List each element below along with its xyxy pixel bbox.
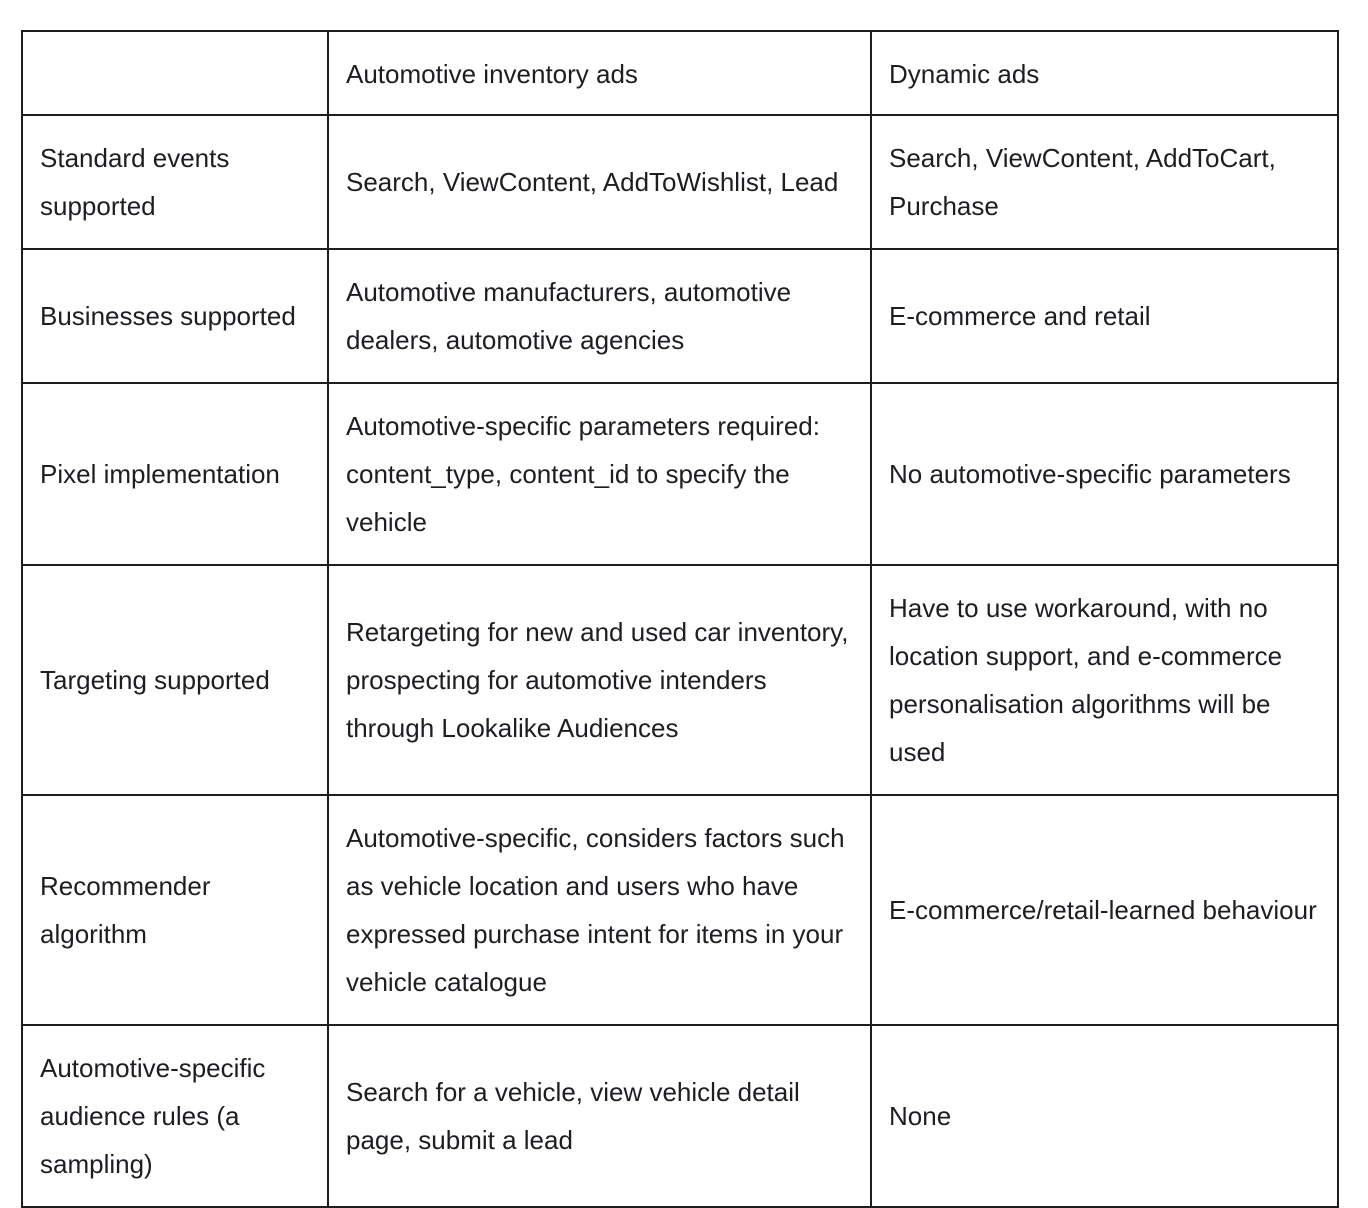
automotive-inventory-cell: Search for a vehicle, view vehicle detail page, submit a lead [328, 1025, 871, 1207]
table-row [22, 249, 1338, 383]
automotive-inventory-cell: Retargeting for new and used car inventory, prospecting for automotive intenders through Lookalike Audiences [328, 565, 871, 795]
header-cell-empty [22, 31, 328, 115]
dynamic-ads-cell: Have to use workaround, with no location support, and e-commerce personalisation algorithms will be used [871, 565, 1338, 795]
comparison-table-wrapper [21, 30, 1337, 1208]
table-row [22, 795, 1338, 1025]
dynamic-ads-cell: E-commerce and retail [871, 249, 1338, 383]
row-label-cell: Businesses supported [22, 249, 328, 383]
header-cell-dynamic-ads: Dynamic ads [871, 31, 1338, 115]
row-label-cell: Recommender algorithm [22, 795, 328, 1025]
row-label-cell: Automotive-specific audience rules (a sampling) [22, 1025, 328, 1207]
automotive-inventory-cell: Automotive-specific, considers factors such as vehicle location and users who have expressed purchase intent for items in your vehicle catalogue [328, 795, 871, 1025]
table-row [22, 565, 1338, 795]
row-label-cell: Targeting supported [22, 565, 328, 795]
dynamic-ads-cell: None [871, 1025, 1338, 1207]
table-row [22, 115, 1338, 249]
table-row [22, 383, 1338, 565]
header-cell-automotive-inventory-ads: Automotive inventory ads [328, 31, 871, 115]
row-label-cell: Standard events supported [22, 115, 328, 249]
automotive-inventory-cell: Search, ViewContent, AddToWishlist, Lead [328, 115, 871, 249]
dynamic-ads-cell: No automotive-specific parameters [871, 383, 1338, 565]
table-header-row [22, 31, 1338, 115]
automotive-inventory-cell: Automotive manufacturers, automotive dealers, automotive agencies [328, 249, 871, 383]
dynamic-ads-cell: Search, ViewContent, AddToCart, Purchase [871, 115, 1338, 249]
table-row [22, 1025, 1338, 1207]
dynamic-ads-cell: E-commerce/retail-learned behaviour [871, 795, 1338, 1025]
row-label-cell: Pixel implementation [22, 383, 328, 565]
automotive-inventory-cell: Automotive-specific parameters required: content_type, content_id to specify the vehicle [328, 383, 871, 565]
comparison-table [21, 30, 1339, 1208]
